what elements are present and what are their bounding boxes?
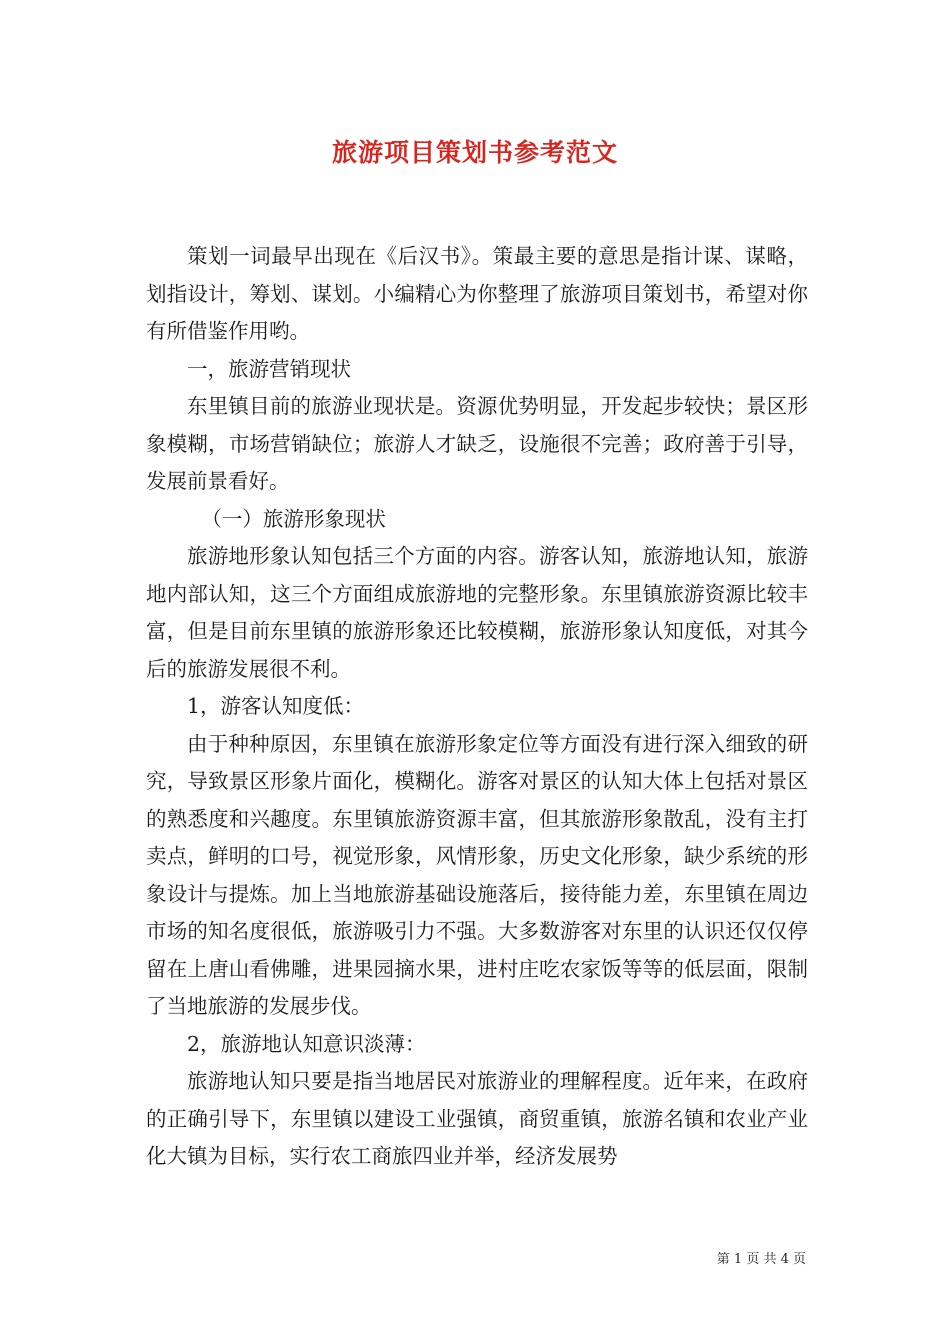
subsection-heading: （一）旅游形象现状 <box>201 506 386 531</box>
document-body <box>146 238 808 1176</box>
paragraph: 旅游地认知只要是指当地居民对旅游业的理解程度。近年来，在政府的正确引导下，东里镇以建设工业强镇，商贸重镇，旅游名镇和农业产业化大镇为目标，实行农工商旅四业并举，经济发展势 <box>146 1069 808 1168</box>
paragraph: 由于种种原因，东里镇在旅游形象定位等方面没有进行深入细致的研究，导致景区形象片面化，模糊化。游客对景区的认知大体上包括对景区的熟悉度和兴趣度。东里镇旅游资源丰富，但其旅游形象散乱，没有主打卖点，鲜明的口号，视觉形象，风情形象，历史文化形象，缺少系统的形象设计与提炼。加上当地旅游基础设施落后，接待能力差，东里镇在周边市场的知名度很低，旅游吸引力不强。大多数游客对东里的认识还仅仅停留在上唐山看佛雕，进果园摘水果，进村庄吃农家饭等等的低层面，限制了当地旅游的发展步伐。 <box>146 731 808 1018</box>
page-number: 第 1 页 共 4 页 <box>716 1252 806 1267</box>
item-heading: 1，游客认知度低： <box>187 694 365 718</box>
item-heading: 2，旅游地认知意识淡薄： <box>187 1031 426 1056</box>
paragraph: 旅游地形象认知包括三个方面的内容。游客认知，旅游地认知，旅游地内部认知，这三个方面组成旅游地的完整形象。东里镇旅游资源比较丰富，但是目前东里镇的旅游形象还比较模糊，旅游形象认知度低，对其今后的旅游发展很不利。 <box>146 544 808 681</box>
page-title: 旅游项目策划书参考范文 <box>331 138 618 167</box>
paragraph: 东里镇目前的旅游业现状是。资源优势明显，开发起步较快；景区形象模糊，市场营销缺位；旅游人才缺乏，设施很不完善；政府善于引导，发展前景看好。 <box>146 394 808 493</box>
paragraph-intro: 策划一词最早出现在《后汉书》。策最主要的意思是指计谋、谋略，划指设计，筹划、谋划。小编精心为你整理了旅游项目策划书，希望对你有所借鉴作用哟。 <box>146 244 808 343</box>
section-heading: 一，旅游营销现状 <box>187 356 351 381</box>
